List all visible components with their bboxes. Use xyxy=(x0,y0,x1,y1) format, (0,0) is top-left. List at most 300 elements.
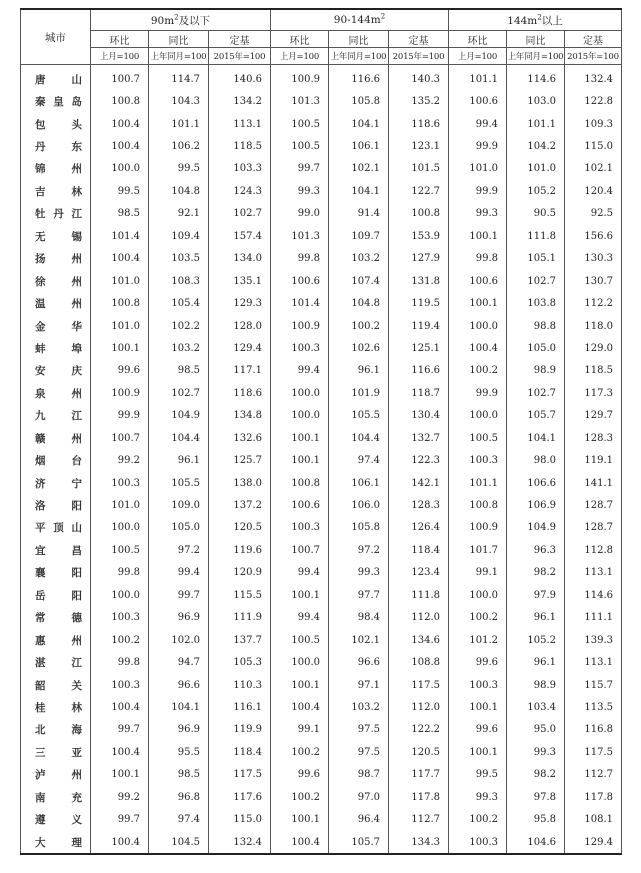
table-row xyxy=(21,629,622,651)
city-cell: 吉林 xyxy=(21,180,91,202)
value-cell: 97.0 xyxy=(329,786,389,808)
value-cell: 100.3 xyxy=(271,337,329,359)
value-cell: 104.3 xyxy=(149,90,209,112)
value-cell: 100.2 xyxy=(91,629,149,651)
value-cell: 107.4 xyxy=(329,270,389,292)
value-cell: 97.8 xyxy=(507,786,565,808)
value-cell: 113.1 xyxy=(565,562,622,584)
value-cell: 96.8 xyxy=(149,786,209,808)
value-cell: 98.2 xyxy=(507,764,565,786)
value-cell: 118.5 xyxy=(209,135,271,157)
value-cell: 99.3 xyxy=(329,562,389,584)
value-cell: 100.5 xyxy=(91,539,149,561)
value-cell: 111.1 xyxy=(565,607,622,629)
base-header-prev-month: 上月=100 xyxy=(449,48,507,65)
sub-header-yoy: 同比 xyxy=(149,31,209,48)
sub-header-mom: 环比 xyxy=(271,31,329,48)
value-cell: 99.6 xyxy=(449,651,507,673)
value-cell: 99.5 xyxy=(149,158,209,180)
value-cell: 97.1 xyxy=(329,674,389,696)
group-label: 144m xyxy=(507,14,538,27)
city-cell: 三亚 xyxy=(21,741,91,763)
value-cell: 100.1 xyxy=(449,741,507,763)
value-cell: 116.8 xyxy=(565,719,622,741)
value-cell: 100.7 xyxy=(271,539,329,561)
value-cell: 109.7 xyxy=(329,225,389,247)
value-cell: 101.7 xyxy=(449,539,507,561)
value-cell: 122.2 xyxy=(389,719,449,741)
value-cell: 105.3 xyxy=(209,651,271,673)
value-cell: 101.0 xyxy=(91,270,149,292)
value-cell: 156.6 xyxy=(565,225,622,247)
value-cell: 101.4 xyxy=(271,292,329,314)
table-row xyxy=(21,292,622,314)
value-cell: 100.8 xyxy=(449,494,507,516)
city-cell: 牡丹江 xyxy=(21,203,91,225)
value-cell: 128.3 xyxy=(389,494,449,516)
value-cell: 99.9 xyxy=(449,135,507,157)
group-sup: 2 xyxy=(380,12,386,21)
value-cell: 101.9 xyxy=(329,382,389,404)
table-row xyxy=(21,494,622,516)
value-cell: 96.1 xyxy=(149,449,209,471)
group-suffix: 以上 xyxy=(541,14,563,27)
value-cell: 105.4 xyxy=(149,292,209,314)
value-cell: 100.6 xyxy=(449,90,507,112)
value-cell: 100.1 xyxy=(449,225,507,247)
value-cell: 100.2 xyxy=(449,360,507,382)
value-cell: 100.1 xyxy=(271,808,329,830)
value-cell: 99.7 xyxy=(91,808,149,830)
value-cell: 100.7 xyxy=(91,65,149,91)
value-cell: 96.1 xyxy=(507,651,565,673)
value-cell: 123.1 xyxy=(389,135,449,157)
value-cell: 102.1 xyxy=(329,158,389,180)
city-cell: 锦州 xyxy=(21,158,91,180)
value-cell: 99.5 xyxy=(91,180,149,202)
value-cell: 134.8 xyxy=(209,405,271,427)
value-cell: 134.0 xyxy=(209,248,271,270)
value-cell: 100.7 xyxy=(91,427,149,449)
value-cell: 100.4 xyxy=(91,831,149,854)
value-cell: 137.2 xyxy=(209,494,271,516)
value-cell: 114.6 xyxy=(565,584,622,606)
base-header-prev-year: 上年同月=100 xyxy=(507,48,565,65)
value-cell: 99.8 xyxy=(91,651,149,673)
value-cell: 100.9 xyxy=(91,382,149,404)
value-cell: 100.9 xyxy=(271,315,329,337)
value-cell: 100.9 xyxy=(449,517,507,539)
city-cell: 南充 xyxy=(21,786,91,808)
value-cell: 122.8 xyxy=(565,90,622,112)
group-header-medium xyxy=(271,9,449,31)
value-cell: 131.8 xyxy=(389,270,449,292)
value-cell: 101.3 xyxy=(271,225,329,247)
value-cell: 92.1 xyxy=(149,203,209,225)
table-row xyxy=(21,382,622,404)
value-cell: 100.8 xyxy=(91,90,149,112)
value-cell: 139.3 xyxy=(565,629,622,651)
value-cell: 101.2 xyxy=(449,629,507,651)
value-cell: 105.2 xyxy=(507,629,565,651)
base-header-2015: 2015年=100 xyxy=(209,48,271,65)
value-cell: 119.4 xyxy=(389,315,449,337)
value-cell: 99.3 xyxy=(507,741,565,763)
value-cell: 100.1 xyxy=(91,337,149,359)
value-cell: 105.8 xyxy=(329,90,389,112)
value-cell: 99.8 xyxy=(91,562,149,584)
table-row xyxy=(21,90,622,112)
value-cell: 100.3 xyxy=(91,674,149,696)
value-cell: 124.3 xyxy=(209,180,271,202)
city-cell: 襄阳 xyxy=(21,562,91,584)
value-cell: 153.9 xyxy=(389,225,449,247)
value-cell: 130.4 xyxy=(389,405,449,427)
value-cell: 118.4 xyxy=(389,539,449,561)
city-cell: 平顶山 xyxy=(21,517,91,539)
value-cell: 101.1 xyxy=(149,113,209,135)
group-header-small xyxy=(91,9,271,31)
value-cell: 97.5 xyxy=(329,741,389,763)
value-cell: 140.6 xyxy=(209,65,271,91)
city-cell: 徐州 xyxy=(21,270,91,292)
city-cell: 九江 xyxy=(21,405,91,427)
city-cell: 烟台 xyxy=(21,449,91,471)
value-cell: 100.4 xyxy=(271,696,329,718)
value-cell: 95.5 xyxy=(149,741,209,763)
city-cell: 赣州 xyxy=(21,427,91,449)
value-cell: 98.9 xyxy=(507,674,565,696)
value-cell: 106.9 xyxy=(507,494,565,516)
city-cell: 安庆 xyxy=(21,360,91,382)
value-cell: 100.5 xyxy=(271,629,329,651)
value-cell: 100.6 xyxy=(449,270,507,292)
value-cell: 103.4 xyxy=(507,696,565,718)
value-cell: 99.4 xyxy=(149,562,209,584)
value-cell: 92.5 xyxy=(565,203,622,225)
value-cell: 100.6 xyxy=(271,270,329,292)
value-cell: 98.8 xyxy=(507,315,565,337)
table-row xyxy=(21,584,622,606)
value-cell: 103.2 xyxy=(329,696,389,718)
value-cell: 119.9 xyxy=(209,719,271,741)
value-cell: 102.7 xyxy=(149,382,209,404)
value-cell: 117.5 xyxy=(389,674,449,696)
value-cell: 128.3 xyxy=(565,427,622,449)
table-row xyxy=(21,719,622,741)
value-cell: 100.5 xyxy=(449,427,507,449)
table-row xyxy=(21,315,622,337)
value-cell: 103.8 xyxy=(507,292,565,314)
city-cell: 大理 xyxy=(21,831,91,854)
value-cell: 96.3 xyxy=(507,539,565,561)
value-cell: 91.4 xyxy=(329,203,389,225)
value-cell: 125.7 xyxy=(209,449,271,471)
table-row xyxy=(21,135,622,157)
value-cell: 141.1 xyxy=(565,472,622,494)
value-cell: 101.1 xyxy=(449,65,507,91)
value-cell: 100.1 xyxy=(271,427,329,449)
value-cell: 130.3 xyxy=(565,248,622,270)
value-cell: 99.4 xyxy=(271,607,329,629)
value-cell: 114.6 xyxy=(507,65,565,91)
value-cell: 100.1 xyxy=(449,696,507,718)
table-row xyxy=(21,831,622,854)
value-cell: 129.4 xyxy=(565,831,622,854)
value-cell: 99.4 xyxy=(271,562,329,584)
value-cell: 129.4 xyxy=(209,337,271,359)
table-row xyxy=(21,360,622,382)
value-cell: 102.1 xyxy=(565,158,622,180)
group-sup: 2 xyxy=(537,13,542,21)
value-cell: 118.0 xyxy=(565,315,622,337)
value-cell: 123.4 xyxy=(389,562,449,584)
value-cell: 126.4 xyxy=(389,517,449,539)
value-cell: 100.0 xyxy=(271,651,329,673)
value-cell: 134.6 xyxy=(389,629,449,651)
value-cell: 99.1 xyxy=(271,719,329,741)
value-cell: 97.2 xyxy=(149,539,209,561)
value-cell: 98.5 xyxy=(149,764,209,786)
price-index-table-wrapper xyxy=(20,8,622,855)
value-cell: 115.0 xyxy=(209,808,271,830)
value-cell: 130.7 xyxy=(565,270,622,292)
value-cell: 99.6 xyxy=(449,719,507,741)
value-cell: 106.2 xyxy=(149,135,209,157)
value-cell: 96.1 xyxy=(507,607,565,629)
table-row xyxy=(21,786,622,808)
table-row xyxy=(21,225,622,247)
value-cell: 100.4 xyxy=(91,741,149,763)
value-cell: 112.0 xyxy=(389,696,449,718)
value-cell: 104.8 xyxy=(329,292,389,314)
value-cell: 128.7 xyxy=(565,494,622,516)
value-cell: 100.4 xyxy=(91,248,149,270)
table-row xyxy=(21,607,622,629)
value-cell: 100.2 xyxy=(271,741,329,763)
value-cell: 100.5 xyxy=(271,113,329,135)
city-cell: 温州 xyxy=(21,292,91,314)
table-row xyxy=(21,113,622,135)
city-cell: 丹东 xyxy=(21,135,91,157)
city-cell: 遵义 xyxy=(21,808,91,830)
value-cell: 116.1 xyxy=(209,696,271,718)
city-cell: 唐山 xyxy=(21,65,91,91)
value-cell: 117.5 xyxy=(565,741,622,763)
value-cell: 117.6 xyxy=(209,786,271,808)
value-cell: 104.9 xyxy=(507,517,565,539)
value-cell: 96.4 xyxy=(329,808,389,830)
value-cell: 97.9 xyxy=(507,584,565,606)
base-header-row xyxy=(21,48,622,65)
value-cell: 109.0 xyxy=(149,494,209,516)
value-cell: 104.6 xyxy=(507,831,565,854)
value-cell: 100.1 xyxy=(271,584,329,606)
value-cell: 100.4 xyxy=(91,135,149,157)
city-cell: 北海 xyxy=(21,719,91,741)
sub-header-base: 定基 xyxy=(389,31,449,48)
value-cell: 116.6 xyxy=(329,65,389,91)
value-cell: 104.9 xyxy=(149,405,209,427)
value-cell: 101.1 xyxy=(449,472,507,494)
value-cell: 99.4 xyxy=(271,360,329,382)
value-cell: 120.4 xyxy=(565,180,622,202)
value-cell: 99.1 xyxy=(449,562,507,584)
value-cell: 105.0 xyxy=(507,337,565,359)
value-cell: 104.5 xyxy=(149,831,209,854)
value-cell: 97.5 xyxy=(329,719,389,741)
base-header-2015: 2015年=100 xyxy=(565,48,622,65)
value-cell: 106.6 xyxy=(507,472,565,494)
table-row xyxy=(21,427,622,449)
value-cell: 99.3 xyxy=(271,180,329,202)
value-cell: 99.7 xyxy=(91,719,149,741)
value-cell: 99.6 xyxy=(271,764,329,786)
value-cell: 105.1 xyxy=(507,248,565,270)
base-header-prev-month: 上月=100 xyxy=(91,48,149,65)
group-header-large xyxy=(449,9,622,31)
value-cell: 100.3 xyxy=(449,449,507,471)
value-cell: 97.2 xyxy=(329,539,389,561)
group-header-row xyxy=(21,9,622,31)
city-cell: 泉州 xyxy=(21,382,91,404)
value-cell: 106.1 xyxy=(329,135,389,157)
value-cell: 99.4 xyxy=(449,113,507,135)
value-cell: 98.5 xyxy=(91,203,149,225)
value-cell: 99.7 xyxy=(271,158,329,180)
sub-header-mom: 环比 xyxy=(449,31,507,48)
value-cell: 115.7 xyxy=(565,674,622,696)
city-column-header: 城市 xyxy=(21,9,91,65)
table-row xyxy=(21,764,622,786)
city-cell: 泸州 xyxy=(21,764,91,786)
value-cell: 119.5 xyxy=(389,292,449,314)
value-cell: 108.3 xyxy=(149,270,209,292)
city-cell: 岳阳 xyxy=(21,584,91,606)
value-cell: 157.4 xyxy=(209,225,271,247)
value-cell: 117.7 xyxy=(389,764,449,786)
value-cell: 120.5 xyxy=(389,741,449,763)
value-cell: 101.0 xyxy=(91,315,149,337)
value-cell: 100.8 xyxy=(271,472,329,494)
value-cell: 102.1 xyxy=(329,629,389,651)
value-cell: 100.4 xyxy=(91,113,149,135)
value-cell: 90.5 xyxy=(507,203,565,225)
value-cell: 96.1 xyxy=(329,360,389,382)
table-body xyxy=(21,65,622,855)
value-cell: 132.6 xyxy=(209,427,271,449)
group-suffix: 及以下 xyxy=(178,14,211,27)
value-cell: 106.1 xyxy=(329,472,389,494)
value-cell: 111.9 xyxy=(209,607,271,629)
value-cell: 100.2 xyxy=(271,786,329,808)
value-cell: 100.0 xyxy=(449,584,507,606)
value-cell: 103.2 xyxy=(329,248,389,270)
value-cell: 108.1 xyxy=(565,808,622,830)
value-cell: 101.0 xyxy=(449,158,507,180)
value-cell: 112.7 xyxy=(389,808,449,830)
value-cell: 104.4 xyxy=(149,427,209,449)
value-cell: 132.4 xyxy=(565,65,622,91)
group-sup: 2 xyxy=(174,13,179,21)
value-cell: 117.8 xyxy=(565,786,622,808)
value-cell: 100.2 xyxy=(449,607,507,629)
value-cell: 112.0 xyxy=(389,607,449,629)
city-cell: 金华 xyxy=(21,315,91,337)
value-cell: 100.0 xyxy=(449,405,507,427)
value-cell: 118.7 xyxy=(389,382,449,404)
value-cell: 100.9 xyxy=(271,65,329,91)
value-cell: 99.3 xyxy=(449,786,507,808)
table-row xyxy=(21,696,622,718)
value-cell: 100.4 xyxy=(91,696,149,718)
base-header-prev-year: 上年同月=100 xyxy=(329,48,389,65)
table-row xyxy=(21,808,622,830)
value-cell: 100.6 xyxy=(271,494,329,516)
value-cell: 105.2 xyxy=(507,180,565,202)
sub-header-base: 定基 xyxy=(565,31,622,48)
value-cell: 112.7 xyxy=(565,764,622,786)
table-row xyxy=(21,449,622,471)
value-cell: 102.2 xyxy=(149,315,209,337)
value-cell: 109.4 xyxy=(149,225,209,247)
value-cell: 104.4 xyxy=(329,427,389,449)
value-cell: 104.1 xyxy=(329,180,389,202)
value-cell: 101.0 xyxy=(91,494,149,516)
value-cell: 99.9 xyxy=(91,405,149,427)
value-cell: 102.7 xyxy=(507,382,565,404)
value-cell: 99.2 xyxy=(91,449,149,471)
value-cell: 129.3 xyxy=(209,292,271,314)
base-header-2015: 2015年=100 xyxy=(389,48,449,65)
value-cell: 96.9 xyxy=(149,607,209,629)
value-cell: 113.1 xyxy=(565,651,622,673)
value-cell: 115.0 xyxy=(565,135,622,157)
value-cell: 100.0 xyxy=(91,517,149,539)
value-cell: 105.0 xyxy=(149,517,209,539)
value-cell: 100.0 xyxy=(91,158,149,180)
value-cell: 112.2 xyxy=(565,292,622,314)
value-cell: 99.9 xyxy=(449,382,507,404)
table-row xyxy=(21,248,622,270)
value-cell: 119.6 xyxy=(209,539,271,561)
value-cell: 102.0 xyxy=(149,629,209,651)
value-cell: 105.5 xyxy=(329,405,389,427)
value-cell: 94.7 xyxy=(149,651,209,673)
city-cell: 常德 xyxy=(21,607,91,629)
value-cell: 105.7 xyxy=(329,831,389,854)
value-cell: 117.5 xyxy=(209,764,271,786)
value-cell: 100.2 xyxy=(329,315,389,337)
value-cell: 122.3 xyxy=(389,449,449,471)
city-cell: 韶关 xyxy=(21,674,91,696)
value-cell: 98.5 xyxy=(149,360,209,382)
city-cell: 湛江 xyxy=(21,651,91,673)
value-cell: 100.1 xyxy=(271,674,329,696)
value-cell: 99.5 xyxy=(449,764,507,786)
value-cell: 100.4 xyxy=(449,337,507,359)
value-cell: 100.0 xyxy=(91,584,149,606)
value-cell: 98.9 xyxy=(507,360,565,382)
value-cell: 113.1 xyxy=(209,113,271,135)
value-cell: 101.5 xyxy=(389,158,449,180)
value-cell: 99.6 xyxy=(91,360,149,382)
value-cell: 100.8 xyxy=(389,203,449,225)
sub-header-row xyxy=(21,31,622,48)
value-cell: 99.7 xyxy=(149,584,209,606)
value-cell: 96.6 xyxy=(329,651,389,673)
value-cell: 128.7 xyxy=(565,517,622,539)
